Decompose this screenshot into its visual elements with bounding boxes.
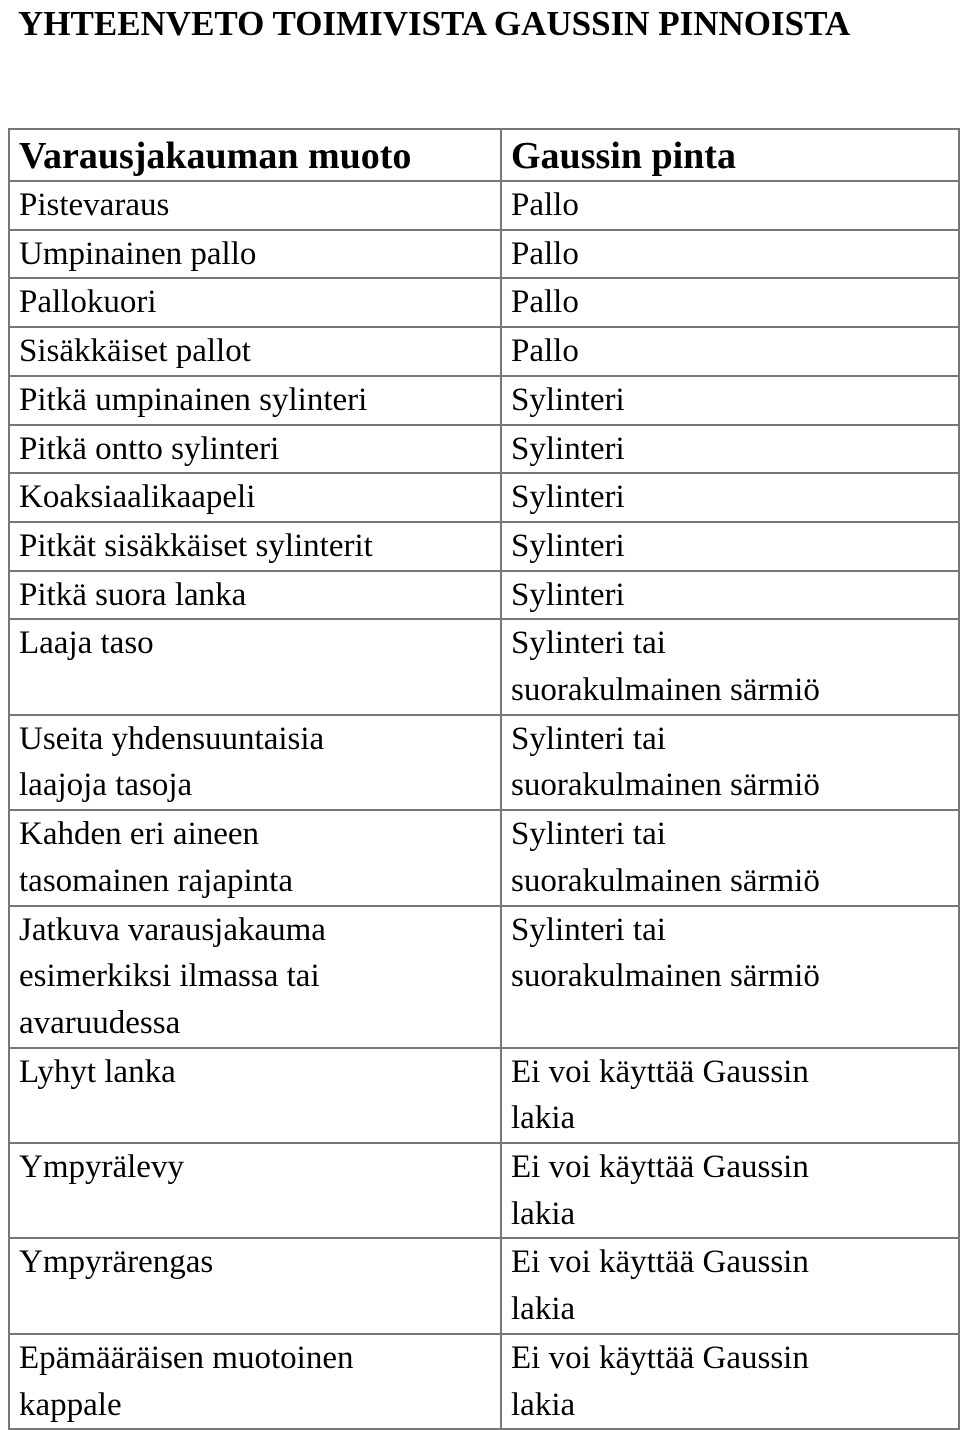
table-row (9, 1143, 959, 1238)
charge-distribution-cell: Koaksiaalikaapeli (9, 473, 501, 522)
table-row (9, 522, 959, 571)
charge-distribution-cell: Pitkä ontto sylinteri (9, 425, 501, 474)
gauss-surface-table-container (8, 128, 958, 1430)
table-row (9, 230, 959, 279)
gaussian-surface-cell: Sylinteri (501, 473, 959, 522)
table-row (9, 376, 959, 425)
charge-distribution-cell: Epämääräisen muotoinen kappale (9, 1334, 501, 1429)
gaussian-surface-cell: Sylinteri tai suorakulmainen särmiö (501, 906, 959, 1048)
gaussian-surface-cell: Ei voi käyttää Gaussin lakia (501, 1143, 959, 1238)
header-gaussian-surface: Gaussin pinta (501, 129, 959, 181)
gaussian-surface-cell: Ei voi käyttää Gaussin lakia (501, 1334, 959, 1429)
gaussian-surface-cell: Pallo (501, 327, 959, 376)
gaussian-surface-cell: Pallo (501, 181, 959, 230)
gaussian-surface-cell: Sylinteri tai suorakulmainen särmiö (501, 715, 959, 810)
gaussian-surface-cell: Sylinteri (501, 425, 959, 474)
table-row (9, 425, 959, 474)
charge-distribution-cell: Laaja taso (9, 619, 501, 714)
charge-distribution-cell: Useita yhdensuuntaisia laajoja tasoja (9, 715, 501, 810)
gaussian-surface-cell: Sylinteri (501, 376, 959, 425)
gaussian-surface-cell: Sylinteri tai suorakulmainen särmiö (501, 619, 959, 714)
charge-distribution-cell: Ympyrärengas (9, 1238, 501, 1333)
gaussian-surface-cell: Sylinteri tai suorakulmainen särmiö (501, 810, 959, 905)
gaussian-surface-cell: Sylinteri (501, 571, 959, 620)
gaussian-surface-cell: Pallo (501, 278, 959, 327)
table-row (9, 473, 959, 522)
charge-distribution-cell: Umpinainen pallo (9, 230, 501, 279)
charge-distribution-cell: Jatkuva varausjakauma esimerkiksi ilmassa tai avaruudessa (9, 906, 501, 1048)
charge-distribution-cell: Pallokuori (9, 278, 501, 327)
charge-distribution-cell: Pitkät sisäkkäiset sylinterit (9, 522, 501, 571)
table-header-row (9, 129, 959, 181)
table-row (9, 327, 959, 376)
charge-distribution-cell: Sisäkkäiset pallot (9, 327, 501, 376)
charge-distribution-cell: Pitkä umpinainen sylinteri (9, 376, 501, 425)
table-row (9, 571, 959, 620)
table-row (9, 1238, 959, 1333)
charge-distribution-cell: Lyhyt lanka (9, 1048, 501, 1143)
charge-distribution-cell: Kahden eri aineen tasomainen rajapinta (9, 810, 501, 905)
table-row (9, 1334, 959, 1429)
table-row (9, 619, 959, 714)
table-row (9, 1048, 959, 1143)
charge-distribution-cell: Pistevaraus (9, 181, 501, 230)
charge-distribution-cell: Pitkä suora lanka (9, 571, 501, 620)
table-row (9, 181, 959, 230)
header-charge-distribution: Varausjakauman muoto (9, 129, 501, 181)
gaussian-surface-cell: Sylinteri (501, 522, 959, 571)
charge-distribution-cell: Ympyrälevy (9, 1143, 501, 1238)
gauss-surface-table (8, 128, 960, 1430)
gaussian-surface-cell: Ei voi käyttää Gaussin lakia (501, 1238, 959, 1333)
table-row (9, 715, 959, 810)
table-row (9, 810, 959, 905)
gaussian-surface-cell: Ei voi käyttää Gaussin lakia (501, 1048, 959, 1143)
table-row (9, 278, 959, 327)
gaussian-surface-cell: Pallo (501, 230, 959, 279)
document-title: YHTEENVETO TOIMIVISTA GAUSSIN PINNOISTA (18, 4, 851, 43)
table-row (9, 906, 959, 1048)
